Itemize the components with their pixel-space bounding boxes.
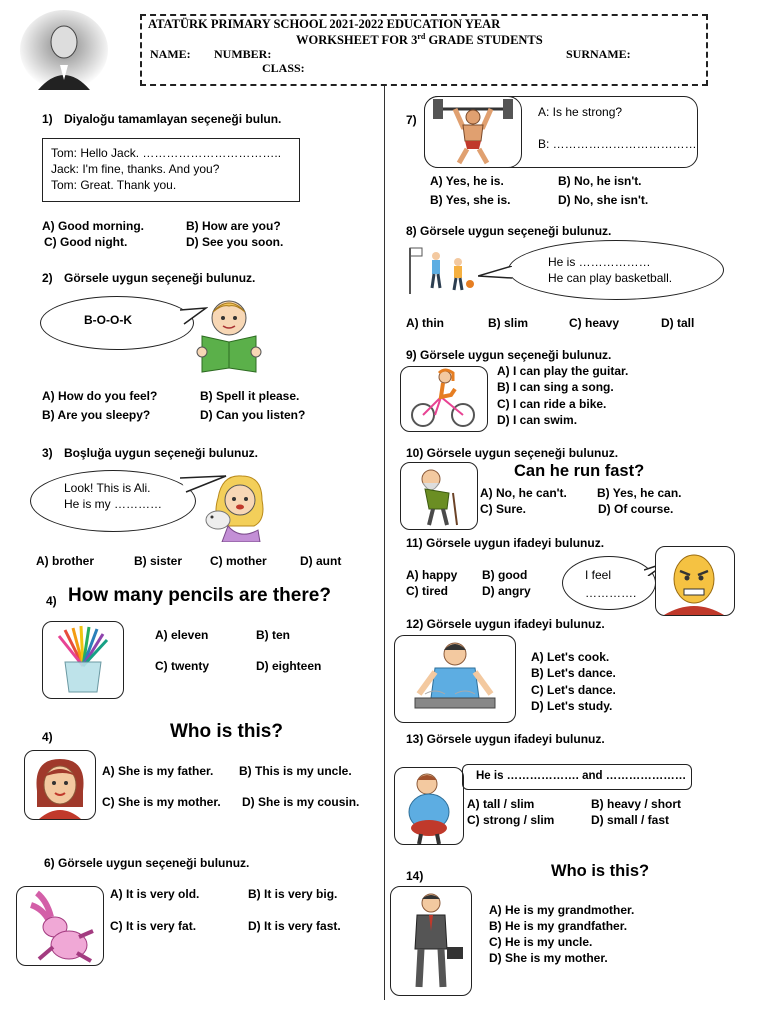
old-man-cane-image bbox=[401, 463, 477, 529]
q11-option-d[interactable]: D) angry bbox=[482, 584, 531, 598]
q3-option-c[interactable]: C) mother bbox=[210, 554, 267, 568]
q3-option-d[interactable]: D) aunt bbox=[300, 554, 342, 568]
q3-bubble-line: He is my ………… bbox=[64, 497, 163, 511]
basketball-players-image bbox=[406, 244, 480, 296]
q7-option-b[interactable]: B) No, he isn't. bbox=[558, 174, 642, 188]
q10-image-frame bbox=[400, 462, 478, 530]
class-label: CLASS: bbox=[262, 61, 305, 75]
q9-option-b[interactable]: B) I can sing a song. bbox=[497, 380, 614, 394]
q9-prompt: 9) Görsele uygun seçeneği bulunuz. bbox=[406, 348, 612, 362]
q14-number: 14) bbox=[406, 869, 424, 883]
q6-option-a[interactable]: A) It is very old. bbox=[110, 887, 200, 901]
q13-option-d[interactable]: D) small / fast bbox=[591, 813, 670, 827]
q8-prompt: 8) Görsele uygun seçeneği bulunuz. bbox=[406, 224, 612, 238]
q4b-image-frame bbox=[24, 750, 96, 820]
dialog-line: Jack: I'm fine, thanks. And you? bbox=[51, 162, 220, 176]
q14-option-b[interactable]: B) He is my grandfather. bbox=[489, 919, 628, 933]
q12-option-a[interactable]: A) Let's cook. bbox=[531, 650, 610, 664]
q4b-title: Who is this? bbox=[170, 721, 283, 742]
q13-prompt: 13) Görsele uygun ifadeyi bulunuz. bbox=[406, 732, 605, 746]
surname-label: SURNAME: bbox=[566, 47, 631, 61]
man-cooking-image bbox=[395, 636, 515, 722]
q2-option-c[interactable]: B) Are you sleepy? bbox=[42, 408, 151, 422]
woman-face-image bbox=[25, 751, 95, 819]
column-divider bbox=[384, 86, 385, 1000]
businessman-image bbox=[391, 887, 471, 995]
school-title: ATATÜRK PRIMARY SCHOOL 2021-2022 EDUCATION YEAR bbox=[148, 17, 501, 31]
q2-option-d[interactable]: D) Can you listen? bbox=[200, 408, 306, 422]
q9-option-a[interactable]: A) I can play the guitar. bbox=[497, 364, 629, 378]
q10-option-d[interactable]: D) Of course. bbox=[598, 502, 674, 516]
q14-image-frame bbox=[390, 886, 472, 996]
q10-option-a[interactable]: A) No, he can't. bbox=[480, 486, 567, 500]
q11-option-a[interactable]: A) happy bbox=[406, 568, 458, 582]
q7-number: 7) bbox=[406, 113, 417, 127]
q13-option-b[interactable]: B) heavy / short bbox=[591, 797, 682, 811]
number-label: NUMBER: bbox=[214, 47, 272, 61]
q7-option-c[interactable]: B) Yes, she is. bbox=[430, 193, 511, 207]
q8-option-a[interactable]: A) thin bbox=[406, 316, 444, 330]
q4a-option-d[interactable]: D) eighteen bbox=[256, 659, 322, 673]
q11-option-b[interactable]: B) good bbox=[482, 568, 528, 582]
q1-option-c[interactable]: C) Good night. bbox=[44, 235, 128, 249]
q6-option-c[interactable]: C) It is very fat. bbox=[110, 919, 197, 933]
q6-option-b[interactable]: B) It is very big. bbox=[248, 887, 338, 901]
girl-with-dog-image bbox=[202, 470, 274, 542]
q8-bubble-line: He can play basketball. bbox=[548, 271, 673, 285]
q8-bubble-line: He is ……………… bbox=[548, 255, 651, 269]
q3-bubble-line: Look! This is Ali. bbox=[64, 481, 151, 495]
q2-option-b[interactable]: B) Spell it please. bbox=[200, 389, 300, 403]
pink-rabbit-image bbox=[17, 887, 103, 965]
q13-option-c[interactable]: C) strong / slim bbox=[467, 813, 555, 827]
q3-option-b[interactable]: B) sister bbox=[134, 554, 183, 568]
q12-option-b[interactable]: B) Let's dance. bbox=[531, 666, 616, 680]
q7-option-d[interactable]: D) No, she isn't. bbox=[558, 193, 649, 207]
q3-number: 3) bbox=[42, 446, 53, 460]
q8-option-b[interactable]: B) slim bbox=[488, 316, 529, 330]
q10-title: Can he run fast? bbox=[514, 462, 645, 480]
q2-prompt: Görsele uygun seçeneği bulunuz. bbox=[64, 271, 256, 285]
q2-number: 2) bbox=[42, 271, 53, 285]
heavy-man-image bbox=[395, 768, 463, 844]
q4b-option-b[interactable]: B) This is my uncle. bbox=[239, 764, 352, 778]
q9-image-frame bbox=[400, 366, 488, 432]
portrait-image bbox=[18, 10, 110, 92]
q1-option-a[interactable]: A) Good morning. bbox=[42, 219, 144, 233]
q13-image-frame bbox=[394, 767, 464, 845]
q9-option-d[interactable]: D) I can swim. bbox=[497, 413, 578, 427]
q10-option-c[interactable]: C) Sure. bbox=[480, 502, 527, 516]
q1-option-d[interactable]: D) See you soon. bbox=[186, 235, 284, 249]
q13-option-a[interactable]: A) tall / slim bbox=[467, 797, 535, 811]
q6-image-frame bbox=[16, 886, 104, 966]
q10-prompt: 10) Görsele uygun seçeneği bulunuz. bbox=[406, 446, 619, 460]
q6-prompt: 6) Görsele uygun seçeneği bulunuz. bbox=[44, 856, 250, 870]
q3-option-a[interactable]: A) brother bbox=[36, 554, 94, 568]
worksheet-title: WORKSHEET FOR 3rd GRADE STUDENTS bbox=[296, 32, 543, 48]
name-label: NAME: bbox=[150, 47, 191, 61]
q8-option-d[interactable]: D) tall bbox=[661, 316, 695, 330]
q2-bubble-text: B-O-O-K bbox=[84, 313, 132, 327]
q11-bubble-line: I feel bbox=[585, 568, 612, 582]
q8-option-c[interactable]: C) heavy bbox=[569, 316, 620, 330]
weightlifter-image bbox=[425, 97, 521, 167]
q9-option-c[interactable]: C) I can ride a bike. bbox=[497, 397, 607, 411]
q7-line-a: A: Is he strong? bbox=[538, 105, 623, 119]
q2-option-a[interactable]: A) How do you feel? bbox=[42, 389, 158, 403]
q3-prompt: Boşluğa uygun seçeneği bulunuz. bbox=[64, 446, 259, 460]
q1-prompt: Diyaloğu tamamlayan seçeneği bulun. bbox=[64, 112, 282, 126]
q1-dialog-box bbox=[42, 138, 300, 202]
q4a-image-frame bbox=[42, 621, 124, 699]
q11-prompt: 11) Görsele uygun ifadeyi bulunuz. bbox=[406, 536, 605, 550]
dialog-line: Tom: Great. Thank you. bbox=[51, 178, 177, 192]
angry-man-image bbox=[656, 547, 734, 615]
q12-option-d[interactable]: D) Let's study. bbox=[531, 699, 613, 713]
q7-option-a[interactable]: A) Yes, he is. bbox=[430, 174, 504, 188]
q12-option-c[interactable]: C) Let's dance. bbox=[531, 683, 616, 697]
boy-reading-book-image bbox=[194, 296, 264, 374]
q4a-option-c[interactable]: C) twenty bbox=[155, 659, 209, 673]
q4b-option-a[interactable]: A) She is my father. bbox=[102, 764, 214, 778]
q11-option-c[interactable]: C) tired bbox=[406, 584, 448, 598]
q11-image-frame bbox=[655, 546, 735, 616]
q4a-number: 4) bbox=[46, 594, 57, 608]
q4b-option-c[interactable]: C) She is my mother. bbox=[102, 795, 221, 809]
q14-option-d[interactable]: D) She is my mother. bbox=[489, 951, 608, 965]
q12-image-frame bbox=[394, 635, 516, 723]
q14-title: Who is this? bbox=[551, 862, 650, 880]
q14-option-a[interactable]: A) He is my grandmother. bbox=[489, 903, 635, 917]
q4a-option-a[interactable]: A) eleven bbox=[155, 628, 209, 642]
q1-number: 1) bbox=[42, 112, 53, 126]
q13-sentence: He is ………………. and ………………… bbox=[476, 770, 687, 782]
q4b-number: 4) bbox=[42, 730, 53, 744]
girl-on-bike-image bbox=[401, 367, 487, 431]
pencil-cup-image bbox=[43, 622, 123, 698]
q10-option-b[interactable]: B) Yes, he can. bbox=[597, 486, 682, 500]
q4a-option-b[interactable]: B) ten bbox=[256, 628, 290, 642]
q6-option-d[interactable]: D) It is very fast. bbox=[248, 919, 341, 933]
q12-prompt: 12) Görsele uygun ifadeyi bulunuz. bbox=[406, 617, 605, 631]
q11-bubble-line: …………. bbox=[585, 586, 637, 600]
q4b-option-d[interactable]: D) She is my cousin. bbox=[242, 795, 360, 809]
dialog-line: Tom: Hello Jack. …………………………….. bbox=[51, 146, 282, 160]
q4a-title: How many pencils are there? bbox=[68, 585, 331, 606]
q1-option-b[interactable]: B) How are you? bbox=[186, 219, 281, 233]
q7-image-frame bbox=[424, 96, 522, 168]
q7-line-b: B: ……………………………… bbox=[538, 137, 697, 151]
bubble-tail bbox=[478, 266, 512, 280]
q14-option-c[interactable]: C) He is my uncle. bbox=[489, 935, 593, 949]
